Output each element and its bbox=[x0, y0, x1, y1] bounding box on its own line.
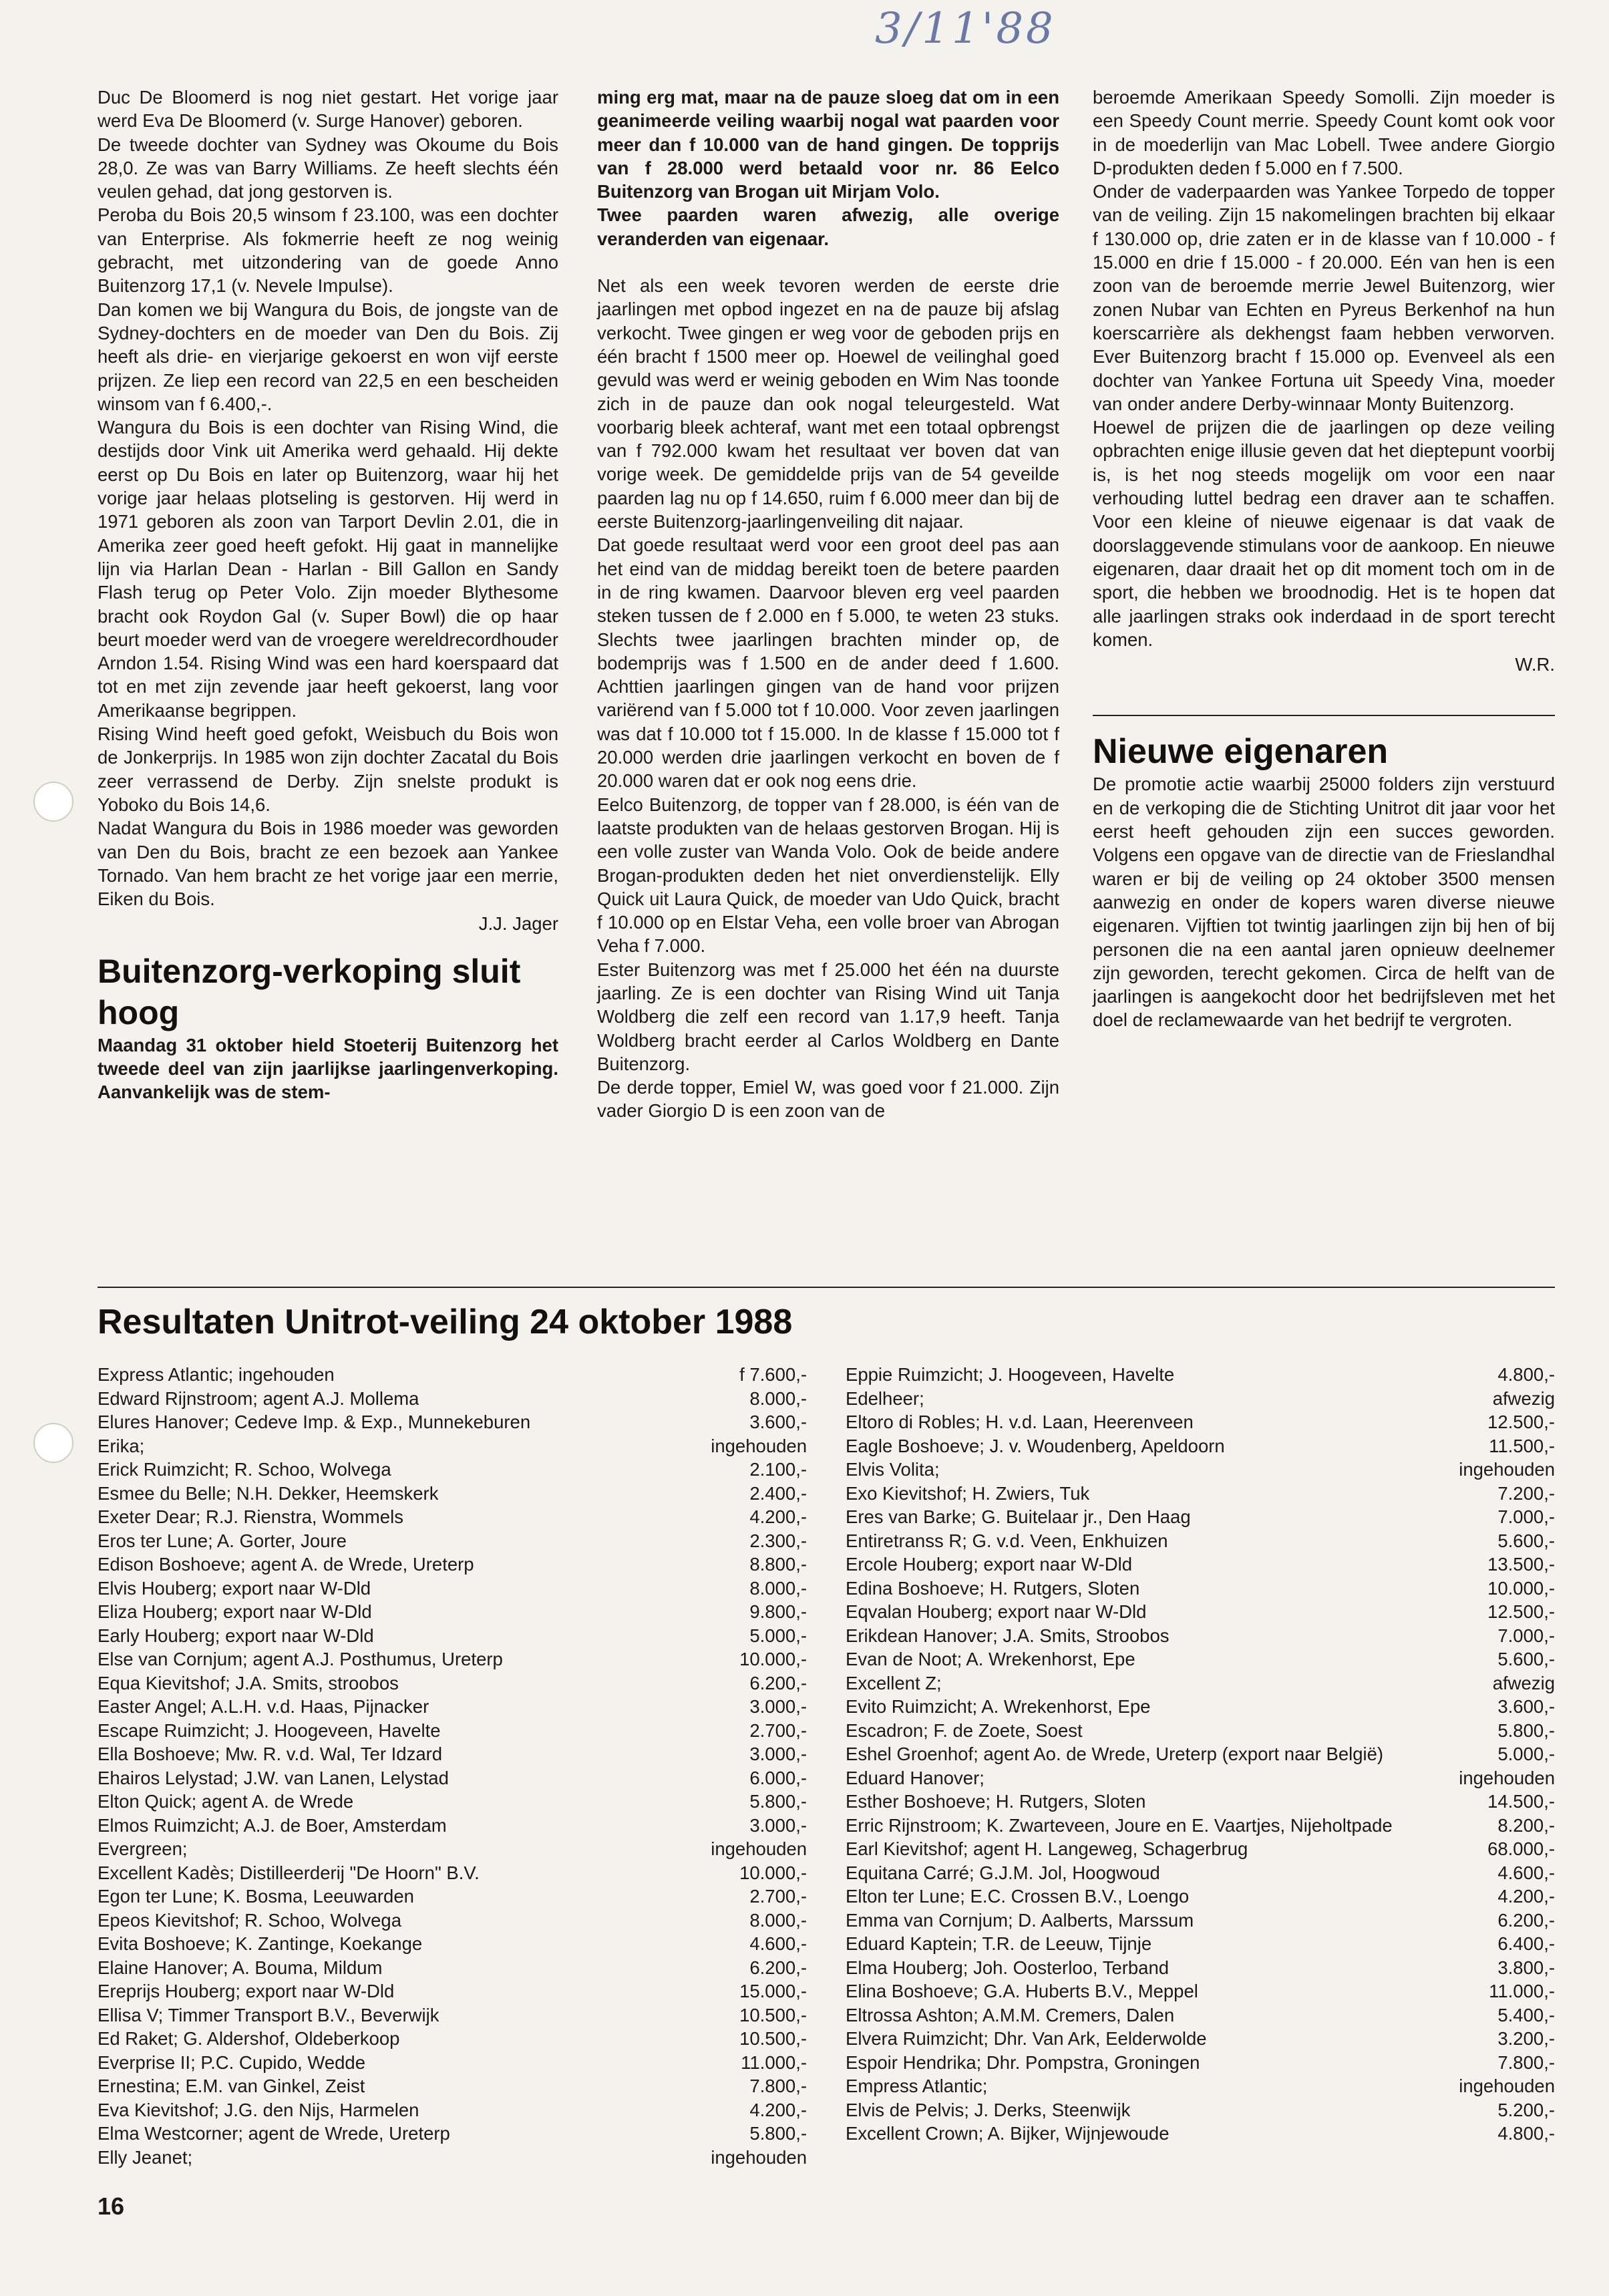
result-row bbox=[846, 1552, 1555, 1577]
sale-price: ingehouden bbox=[1459, 1459, 1555, 1480]
horse-and-buyer: Elvis Houberg; export naar W-Dld bbox=[98, 1577, 371, 1599]
horse-and-buyer: Espoir Hendrika; Dhr. Pompstra, Groningen bbox=[846, 2052, 1200, 2073]
article-lead-continued: ming erg mat, maar na de pauze sloeg dat om in een geanimeerde veiling waarbij nogal wat paarden voor meer dan f 10.000 van de hand gingen. De topprijs van f 28.000 werd betaald voor nr. 86 Eelco Buitenzorg van Brogan uit Mirjam Volo. bbox=[597, 87, 1059, 202]
horse-and-buyer: Eros ter Lune; A. Gorter, Joure bbox=[98, 1530, 347, 1551]
result-row bbox=[98, 1979, 807, 2003]
horse-and-buyer: Elures Hanover; Cedeve Imp. & Exp., Munnekeburen bbox=[98, 1412, 531, 1432]
horse-and-buyer: Evergreen; bbox=[98, 1838, 188, 1859]
sale-price: 11.500,- bbox=[1489, 1435, 1555, 1456]
sale-price: 8.200,- bbox=[1497, 1814, 1555, 1836]
result-row bbox=[846, 1482, 1555, 1506]
sale-price: 5.000,- bbox=[749, 1625, 807, 1646]
sale-price: 4.200,- bbox=[749, 2099, 807, 2120]
result-row bbox=[98, 1909, 807, 1933]
horse-and-buyer: Escape Ruimzicht; J. Hoogeveen, Havelte bbox=[98, 1719, 441, 1741]
result-row bbox=[846, 1647, 1555, 1671]
horse-and-buyer: Edelheer; bbox=[846, 1387, 924, 1409]
horse-and-buyer: Eqvalan Houberg; export naar W-Dld bbox=[846, 1601, 1147, 1622]
horse-and-buyer: Emma van Cornjum; D. Aalberts, Marssum bbox=[846, 1909, 1194, 1931]
paragraph: De promotie actie waarbij 25000 folders zijn verstuurd en de verkoping die de Stichting Unitrot dit jaar voor het eerst heeft gehouden zijn een succes geworden. Volgens een opgave van de directie van de Frieslandhal waren er bij de veiling op 24 oktober 3500 mensen aanwezig en onder de kopers waren diverse nieuwe eigenaren. Vijftien tot twintig jaarlingen zijn bij hen of bij personen die na een aantal jaren opnieuw deelnemer zijn geworden, terecht gekomen. Circa de helft van de jaarlingen is aangekocht door het bedrijfsleven met het doel de reclamewaarde van het bedrijf te vergroten. bbox=[1093, 774, 1555, 1031]
result-row bbox=[98, 2051, 807, 2075]
result-row bbox=[846, 2074, 1555, 2098]
sale-price: 8.000,- bbox=[749, 1387, 807, 1409]
article-lead: Maandag 31 oktober hield Stoeterij Buitenzorg het tweede deel van zijn jaarlijkse jaarlingenverkoping. Aanvankelijk was de stem- bbox=[98, 1034, 558, 1103]
sale-price: 3.000,- bbox=[749, 1696, 807, 1717]
horse-and-buyer: Elvis de Pelvis; J. Derks, Steenwijk bbox=[846, 2099, 1131, 2120]
sale-price: 4.800,- bbox=[1497, 2123, 1555, 2144]
result-row bbox=[98, 1577, 807, 1601]
horse-and-buyer: Empress Atlantic; bbox=[846, 2076, 988, 2096]
horse-and-buyer: Egon ter Lune; K. Bosma, Leeuwarden bbox=[98, 1886, 414, 1907]
result-row bbox=[98, 1600, 807, 1624]
sale-price: 10.500,- bbox=[739, 2028, 807, 2049]
horse-and-buyer: Eagle Boshoeve; J. v. Woudenberg, Apeldoorn bbox=[846, 1435, 1225, 1456]
sale-price: 2.300,- bbox=[749, 1530, 807, 1551]
result-row bbox=[98, 2098, 807, 2122]
horse-and-buyer: Earl Kievitshof; agent H. Langeweg, Schagerbrug bbox=[846, 1838, 1248, 1859]
horse-and-buyer: Eppie Ruimzicht; J. Hoogeveen, Havelte bbox=[846, 1364, 1175, 1385]
paragraph: Dat goede resultaat werd voor een groot deel pas aan het eind van de middag bereikt toen de betere paarden in de ring kwamen. Daarvoor bleven erg veel paarden steken tussen de f 2.000 en f 5.000, te weten 23 stuks. Slechts twee jaarlingen brachten minder op, de bodemprijs was f 1.500 en de ander deed f 1.600. Achttien jaarlingen gingen van de hand voor prijzen variërend van f 5.000 tot f 10.000. Voor zeven jaarlingen was dat f 10.000 tot f 15.000. In de klasse f 15.000 tot f 20.000 werden drie jaarlingen verkocht en boven de f 20.000 waren dat er ook nog eens drie. bbox=[597, 534, 1059, 792]
result-row bbox=[846, 2027, 1555, 2051]
sale-price: 7.800,- bbox=[1497, 2052, 1555, 2073]
sale-price: ingehouden bbox=[1459, 2076, 1555, 2096]
sale-price: 4.200,- bbox=[749, 1506, 807, 1527]
sale-price: 11.000,- bbox=[741, 2052, 807, 2073]
result-row bbox=[846, 1624, 1555, 1648]
sale-price: ingehouden bbox=[1459, 1767, 1555, 1788]
sale-price: 10.000,- bbox=[739, 1649, 807, 1669]
horse-and-buyer: Ercole Houberg; export naar W-Dld bbox=[846, 1554, 1132, 1575]
sale-price: ingehouden bbox=[711, 1838, 807, 1859]
result-row bbox=[98, 1766, 807, 1790]
horse-and-buyer: Erikdean Hanover; J.A. Smits, Stroobos bbox=[846, 1625, 1170, 1646]
horse-and-buyer: Equa Kievitshof; J.A. Smits, stroobos bbox=[98, 1672, 399, 1693]
horse-and-buyer: Eres van Barke; G. Buitelaar jr., Den Haag bbox=[846, 1506, 1191, 1527]
sale-price: 68.000,- bbox=[1487, 1838, 1555, 1859]
horse-and-buyer: Elton ter Lune; E.C. Crossen B.V., Loengo bbox=[846, 1886, 1190, 1907]
result-row bbox=[846, 2051, 1555, 2075]
horse-and-buyer: Exeter Dear; R.J. Rienstra, Wommels bbox=[98, 1506, 403, 1527]
horse-and-buyer: Elmos Ruimzicht; A.J. de Boer, Amsterdam bbox=[98, 1814, 447, 1836]
sale-price: 4.600,- bbox=[1497, 1862, 1555, 1883]
horse-and-buyer: Ehairos Lelystad; J.W. van Lanen, Lelystad bbox=[98, 1767, 449, 1788]
horse-and-buyer: Entiretranss R; G. v.d. Veen, Enkhuizen bbox=[846, 1530, 1168, 1551]
result-row bbox=[846, 1695, 1555, 1719]
result-row bbox=[98, 2122, 807, 2146]
article-column-2 bbox=[597, 86, 1059, 1123]
column-divider bbox=[1093, 715, 1555, 716]
result-row bbox=[846, 1861, 1555, 1885]
horse-and-buyer: Elaine Hanover; A. Bouma, Mildum bbox=[98, 1957, 383, 1978]
paragraph: Duc De Bloomerd is nog niet gestart. Het vorige jaar werd Eva De Bloomerd (v. Surge Hanover) geboren. bbox=[98, 87, 558, 132]
sale-price: 7.000,- bbox=[1497, 1625, 1555, 1646]
sale-price: afwezig bbox=[1492, 1672, 1555, 1693]
sale-price: 9.800,- bbox=[749, 1601, 807, 1622]
horse-and-buyer: Eva Kievitshof; J.G. den Nijs, Harmelen bbox=[98, 2099, 419, 2120]
horse-and-buyer: Ella Boshoeve; Mw. R. v.d. Wal, Ter Idzard bbox=[98, 1744, 443, 1764]
result-row bbox=[98, 1505, 807, 1529]
paragraph: Wangura du Bois is een dochter van Rising Wind, die destijds door Vink uit Amerika werd gehaald. Hij dekte eerst op Du Bois en later op Buitenzorg, waar hij het vorige jaar helaas plotseling is gestorven. Hij werd in 1971 geboren als zoon van Tarport Devlin 2.01, die in Amerika zeer goed heeft gefokt. Hij gaat in mannelijke lijn via Harlan Dean - Harlan - Bill Gallon en Sandy Flash terug op Peter Volo. Zijn moeder Blythesome bracht ook Roydon Gal (v. Super Bowl) die op haar beurt moeder werd van de vroegere wereldrecordhouder Arndon 1.54. Rising Wind was een hard koerspaard dat tot en met zijn zevende jaar heeft gekoerst, lang voor Amerikaanse begrippen. bbox=[98, 417, 558, 721]
paragraph: Peroba du Bois 20,5 winsom f 23.100, was een dochter van Enterprise. Als fokmerrie heeft ze nog weinig gebracht, met uitzondering van de goede Anno Buitenzorg 17,1 (v. Nevele Impulse). bbox=[98, 204, 558, 297]
horse-and-buyer: Excellent Z; bbox=[846, 1672, 942, 1693]
results-list-left bbox=[98, 1363, 807, 2169]
paragraph: De derde topper, Emiel W, was goed voor f 21.000. Zijn vader Giorgio D is een zoon van de bbox=[597, 1077, 1059, 1122]
horse-and-buyer: Ernestina; E.M. van Ginkel, Zeist bbox=[98, 2076, 365, 2096]
result-row bbox=[846, 1766, 1555, 1790]
sale-price: 5.600,- bbox=[1497, 1649, 1555, 1669]
horse-and-buyer: Eliza Houberg; export naar W-Dld bbox=[98, 1601, 372, 1622]
sale-price: 7.800,- bbox=[749, 2076, 807, 2096]
result-row bbox=[846, 1671, 1555, 1695]
sale-price: 4.600,- bbox=[749, 1933, 807, 1954]
horse-and-buyer: Edina Boshoeve; H. Rutgers, Sloten bbox=[846, 1577, 1140, 1599]
result-row bbox=[98, 1671, 807, 1695]
result-row bbox=[846, 1837, 1555, 1861]
paragraph: Ester Buitenzorg was met f 25.000 het één na duurste jaarling. Ze is een dochter van Rising Wind uit Tanja Woldberg die zelf een record van 1.17,9 heeft. Tanja Woldberg bracht eerder al Carlos Woldberg en Dante Buitenzorg. bbox=[597, 959, 1059, 1074]
horse-and-buyer: Else van Cornjum; agent A.J. Posthumus, Ureterp bbox=[98, 1649, 503, 1669]
punch-hole-top bbox=[33, 782, 73, 822]
sale-price: 3.800,- bbox=[1497, 1957, 1555, 1978]
sale-price: 2.700,- bbox=[749, 1719, 807, 1741]
horse-and-buyer: Edison Boshoeve; agent A. de Wrede, Ureterp bbox=[98, 1554, 474, 1575]
sale-price: 12.500,- bbox=[1487, 1412, 1555, 1432]
horse-and-buyer: Eduard Hanover; bbox=[846, 1767, 985, 1788]
result-row bbox=[846, 1458, 1555, 1482]
paragraph: Hoewel de prijzen die de jaarlingen op deze veiling opbrachten enige illusie geven dat het dieptepunt voorbij is, is het nog steeds mogelijk om voor een naar verhouding luttel bedrag een draver aan te schaffen. Voor een kleine of nieuwe eigenaar is dat vaak de doorslaggevende stimulans voor de aankoop. En nieuwe eigenaren, daar draait het op dit moment toch om in de sport, die hebben we broodnodig. Het is te hopen dat alle jaarlingen straks ook inderdaad in de sport terecht komen. bbox=[1093, 417, 1555, 650]
sale-price: 14.500,- bbox=[1487, 1791, 1555, 1812]
horse-and-buyer: Escadron; F. de Zoete, Soest bbox=[846, 1719, 1083, 1741]
result-row bbox=[98, 1790, 807, 1814]
result-row bbox=[846, 1790, 1555, 1814]
horse-and-buyer: Ellisa V; Timmer Transport B.V., Beverwijk bbox=[98, 2004, 439, 2025]
paragraph: Net als een week tevoren werden de eerste drie jaarlingen met opbod ingezet en na de pauze bij afslag verkocht. Twee gingen er weg voor de geboden prijs en één bracht f 1500 meer op. Hoewel de veilinghal goed gevuld was werd er weinig geboden en Wim Nas toonde zich in de pauze dan ook nogal teleurgesteld. Wat voorbarig bleek achteraf, want met een totaal opbrengst van f 792.000 kwam het resultaat ver boven dat van vorige week. De gemiddelde prijs van de 54 geveilde paarden lag nu op f 14.650, ruim f 6.000 meer dan bij de eerste Buitenzorg-jaarlingenveiling dit najaar. bbox=[597, 275, 1059, 532]
result-row bbox=[98, 1932, 807, 1956]
horse-and-buyer: Everprise II; P.C. Cupido, Wedde bbox=[98, 2052, 365, 2073]
sale-price: 5.600,- bbox=[1497, 1530, 1555, 1551]
author-signature: W.R. bbox=[1515, 654, 1555, 675]
horse-and-buyer: Epeos Kievitshof; R. Schoo, Wolvega bbox=[98, 1909, 402, 1931]
horse-and-buyer: Excellent Crown; A. Bijker, Wijnjewoude bbox=[846, 2123, 1170, 2144]
result-row bbox=[98, 1884, 807, 1909]
horse-and-buyer: Elton Quick; agent A. de Wrede bbox=[98, 1791, 354, 1812]
sale-price: 10.000,- bbox=[739, 1862, 807, 1883]
sale-price: 5.400,- bbox=[1497, 2004, 1555, 2025]
result-row bbox=[98, 1458, 807, 1482]
horse-and-buyer: Excellent Kadès; Distilleerderij "De Hoorn" B.V. bbox=[98, 1862, 480, 1883]
result-row bbox=[98, 1719, 807, 1743]
paragraph: Nadat Wangura du Bois in 1986 moeder was geworden van Den du Bois, bracht ze een bezoek aan Yankee Tornado. Van hem bracht ze het vorige jaar een merrie, Eiken du Bois. bbox=[98, 818, 558, 910]
result-row bbox=[98, 1647, 807, 1671]
sale-price: 6.000,- bbox=[749, 1767, 807, 1788]
sale-price: 2.400,- bbox=[749, 1482, 807, 1504]
sale-price: 2.700,- bbox=[749, 1886, 807, 1907]
horse-and-buyer: Equitana Carré; G.J.M. Jol, Hoogwoud bbox=[846, 1862, 1160, 1883]
sale-price: 6.200,- bbox=[749, 1957, 807, 1978]
result-row bbox=[846, 1434, 1555, 1458]
horse-and-buyer: Easter Angel; A.L.H. v.d. Haas, Pijnacker bbox=[98, 1696, 429, 1717]
horse-and-buyer: Elvera Ruimzicht; Dhr. Van Ark, Eelderwolde bbox=[846, 2028, 1207, 2049]
horse-and-buyer: Evan de Noot; A. Wrekenhorst, Epe bbox=[846, 1649, 1135, 1669]
result-row bbox=[98, 1363, 807, 1387]
sale-price: 8.800,- bbox=[749, 1554, 807, 1575]
sale-price: f 7.600,- bbox=[739, 1364, 807, 1385]
result-row bbox=[846, 1719, 1555, 1743]
sale-price: 7.200,- bbox=[1497, 1482, 1555, 1504]
sale-price: 7.000,- bbox=[1497, 1506, 1555, 1527]
paragraph: Dan komen we bij Wangura du Bois, de jongste van de Sydney-dochters en de moeder van Den du Bois. Zij heeft als drie- en vierjarige gekoerst en won vijf eerste prijzen. Ze liep een record van 22,5 en een bescheiden winsom van f 6.400,-. bbox=[98, 299, 558, 414]
result-row bbox=[846, 2122, 1555, 2146]
horse-and-buyer: Elma Westcorner; agent de Wrede, Ureterp bbox=[98, 2123, 450, 2144]
sale-price: 3.000,- bbox=[749, 1814, 807, 1836]
result-row bbox=[98, 1529, 807, 1553]
result-row bbox=[846, 1932, 1555, 1956]
article-heading-nieuwe-eigenaren: Nieuwe eigenaren bbox=[1093, 732, 1389, 772]
result-row bbox=[98, 2003, 807, 2027]
paragraph: beroemde Amerikaan Speedy Somolli. Zijn moeder is een Speedy Count merrie. Speedy Count komt ook voor in de moederlijn van Mac Lobell. Twee andere Giorgio D-produkten deden f 5.000 en f 7.500. bbox=[1093, 87, 1555, 178]
page-number: 16 bbox=[98, 2192, 125, 2220]
sale-price: 5.800,- bbox=[749, 1791, 807, 1812]
article-lead-continued: Twee paarden waren afwezig, alle overige veranderden van eigenaar. bbox=[597, 204, 1059, 249]
result-row bbox=[846, 1814, 1555, 1838]
sale-price: 3.000,- bbox=[749, 1744, 807, 1764]
result-row bbox=[846, 1363, 1555, 1387]
result-row bbox=[98, 1387, 807, 1411]
result-row bbox=[98, 2146, 807, 2170]
sale-price: ingehouden bbox=[711, 1435, 807, 1456]
result-row bbox=[98, 1552, 807, 1577]
sale-price: 10.500,- bbox=[739, 2004, 807, 2025]
horse-and-buyer: Evita Boshoeve; K. Zantinge, Koekange bbox=[98, 1933, 423, 1954]
horse-and-buyer: Express Atlantic; ingehouden bbox=[98, 1364, 335, 1385]
article-column-3 bbox=[1093, 86, 1555, 1032]
result-row bbox=[846, 1742, 1555, 1766]
result-row bbox=[98, 1434, 807, 1458]
horse-and-buyer: Eshel Groenhof; agent Ao. de Wrede, Ureterp (export naar België) bbox=[846, 1744, 1384, 1764]
horse-and-buyer: Elina Boshoeve; G.A. Huberts B.V., Meppel bbox=[846, 1981, 1198, 2001]
sale-price: 3.600,- bbox=[749, 1412, 807, 1432]
sale-price: 10.000,- bbox=[1487, 1577, 1555, 1599]
result-row bbox=[846, 1909, 1555, 1933]
result-row bbox=[846, 1956, 1555, 1980]
section-divider bbox=[98, 1287, 1555, 1288]
sale-price: 5.000,- bbox=[1497, 1744, 1555, 1764]
horse-and-buyer: Elly Jeanet; bbox=[98, 2146, 193, 2168]
article-heading-buitenzorg: Buitenzorg-verkoping sluit hoog bbox=[98, 952, 521, 1031]
result-row bbox=[98, 1814, 807, 1838]
result-row bbox=[98, 1410, 807, 1434]
sale-price: 3.600,- bbox=[1497, 1696, 1555, 1717]
result-row bbox=[846, 1577, 1555, 1601]
result-row bbox=[846, 1600, 1555, 1624]
handwritten-date: 3/11'88 bbox=[875, 4, 1056, 53]
horse-and-buyer: Esther Boshoeve; H. Rutgers, Sloten bbox=[846, 1791, 1146, 1812]
result-row bbox=[846, 1529, 1555, 1553]
result-row bbox=[846, 1387, 1555, 1411]
sale-price: 3.200,- bbox=[1497, 2028, 1555, 2049]
sale-price: 11.000,- bbox=[1489, 1981, 1555, 2001]
sale-price: 6.200,- bbox=[1497, 1909, 1555, 1931]
result-row bbox=[98, 1624, 807, 1648]
sale-price: 4.200,- bbox=[1497, 1886, 1555, 1907]
horse-and-buyer: Erick Ruimzicht; R. Schoo, Wolvega bbox=[98, 1459, 391, 1480]
horse-and-buyer: Exo Kievitshof; H. Zwiers, Tuk bbox=[846, 1482, 1090, 1504]
results-heading: Resultaten Unitrot-veiling 24 oktober 1988 bbox=[98, 1303, 793, 1341]
horse-and-buyer: Eltoro di Robles; H. v.d. Laan, Heerenveen bbox=[846, 1412, 1194, 1432]
horse-and-buyer: Erric Rijnstroom; K. Zwarteveen, Joure en E. Vaartjes, Nijeholtpade bbox=[846, 1814, 1393, 1836]
result-row bbox=[846, 2098, 1555, 2122]
horse-and-buyer: Early Houberg; export naar W-Dld bbox=[98, 1625, 374, 1646]
author-signature: J.J. Jager bbox=[478, 913, 558, 935]
horse-and-buyer: Ereprijs Houberg; export naar W-Dld bbox=[98, 1981, 395, 2001]
result-row bbox=[98, 1956, 807, 1980]
horse-and-buyer: Ed Raket; G. Aldershof, Oldeberkoop bbox=[98, 2028, 400, 2049]
horse-and-buyer: Erika; bbox=[98, 1435, 145, 1456]
paragraph: Rising Wind heeft goed gefokt, Weisbuch du Bois won de Jonkerprijs. In 1985 won zijn dochter Zacatal du Bois zeer verrassend de Derby. Zijn snelste produkt is Yoboko du Bois 14,6. bbox=[98, 723, 558, 815]
sale-price: 4.800,- bbox=[1497, 1364, 1555, 1385]
article-column-1 bbox=[98, 86, 558, 1104]
sale-price: ingehouden bbox=[711, 2146, 807, 2168]
horse-and-buyer: Elvis Volita; bbox=[846, 1459, 940, 1480]
paragraph: Onder de vaderpaarden was Yankee Torpedo de topper van de veiling. Zijn 15 nakomelingen brachten bij elkaar f 130.000 op, drie zaten er in de klasse van f 10.000 - f 15.000 en drie f 15.000 - f 20.000. Eén van hen is een zoon van de beroemde merrie Jewel Buitenzorg, wier zonen Nubar van Echten en Pyreus Berkenhof na hun koerscarrière als dekhengst faam hebben verworven. Ever Buitenzorg bracht f 15.000 op. Evenveel als een dochter van Yankee Fortuna uit Speedy Vina, moeder van onder andere Derby-winnaar Monty Buitenzorg. bbox=[1093, 181, 1555, 414]
horse-and-buyer: Edward Rijnstroom; agent A.J. Mollema bbox=[98, 1387, 419, 1409]
sale-price: 13.500,- bbox=[1487, 1554, 1555, 1575]
sale-price: 6.400,- bbox=[1497, 1933, 1555, 1954]
result-row bbox=[846, 2003, 1555, 2027]
result-row bbox=[98, 1695, 807, 1719]
paragraph: De tweede dochter van Sydney was Okoume du Bois 28,0. Ze was van Barry Williams. Ze heeft slechts één veulen gehad, dat jong gestorven is. bbox=[98, 134, 558, 202]
result-row bbox=[98, 1861, 807, 1885]
sale-price: 5.800,- bbox=[1497, 1719, 1555, 1741]
result-row bbox=[98, 1482, 807, 1506]
result-row bbox=[846, 1505, 1555, 1529]
horse-and-buyer: Eltrossa Ashton; A.M.M. Cremers, Dalen bbox=[846, 2004, 1175, 2025]
horse-and-buyer: Eduard Kaptein; T.R. de Leeuw, Tijnje bbox=[846, 1933, 1152, 1954]
sale-price: 2.100,- bbox=[749, 1459, 807, 1480]
sale-price: afwezig bbox=[1492, 1387, 1555, 1409]
sale-price: 8.000,- bbox=[749, 1577, 807, 1599]
result-row bbox=[98, 2027, 807, 2051]
horse-and-buyer: Evito Ruimzicht; A. Wrekenhorst, Epe bbox=[846, 1696, 1151, 1717]
sale-price: 5.800,- bbox=[749, 2123, 807, 2144]
sale-price: 5.200,- bbox=[1497, 2099, 1555, 2120]
horse-and-buyer: Elma Houberg; Joh. Oosterloo, Terband bbox=[846, 1957, 1170, 1978]
paragraph: Eelco Buitenzorg, de topper van f 28.000, is één van de laatste produkten van de helaas gestorven Brogan. Hij is een volle zuster van Wanda Volo. Ook de beide andere Brogan-produkten deden het niet onverdienstelijk. Elly Quick uit Laura Quick, de moeder van Udo Quick, bracht f 10.000 op en Elstar Veha, een volle broer van Abrogan Veha f 7.000. bbox=[597, 794, 1059, 957]
sale-price: 8.000,- bbox=[749, 1909, 807, 1931]
sale-price: 15.000,- bbox=[739, 1981, 807, 2001]
sale-price: 6.200,- bbox=[749, 1672, 807, 1693]
result-row bbox=[846, 1884, 1555, 1909]
horse-and-buyer: Esmee du Belle; N.H. Dekker, Heemskerk bbox=[98, 1482, 439, 1504]
result-row bbox=[846, 1979, 1555, 2003]
sale-price: 12.500,- bbox=[1487, 1601, 1555, 1622]
result-row bbox=[846, 1410, 1555, 1434]
results-list-right bbox=[846, 1363, 1555, 2146]
result-row bbox=[98, 2074, 807, 2098]
result-row bbox=[98, 1742, 807, 1766]
punch-hole-bottom bbox=[33, 1423, 73, 1463]
result-row bbox=[98, 1837, 807, 1861]
